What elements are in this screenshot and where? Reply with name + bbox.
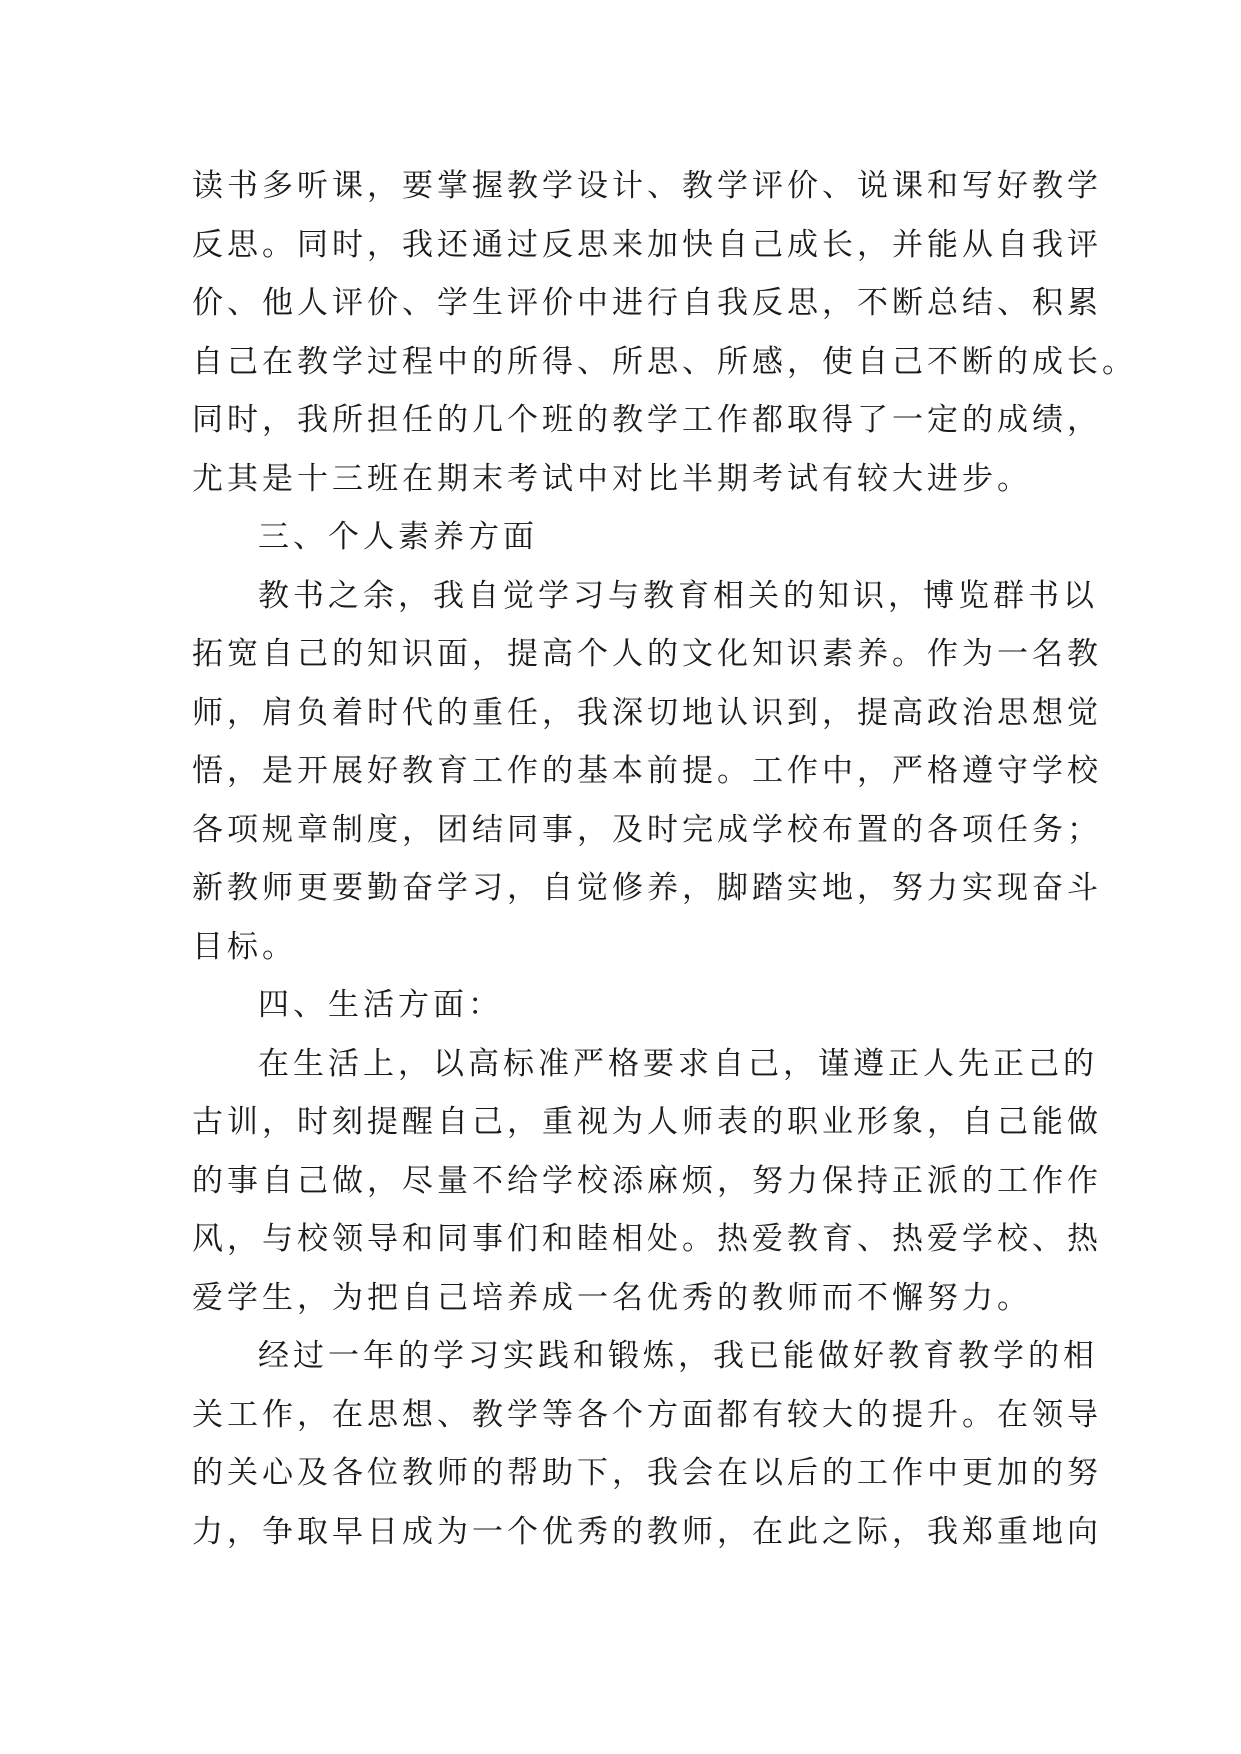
text-line: 目标。: [192, 928, 297, 965]
text-line: 价、他人评价、学生评价中进行自我反思，不断总结、积累: [192, 285, 1102, 321]
text-line: 三、个人素养方面: [258, 519, 538, 555]
text-line: 四、生活方面：: [258, 987, 503, 1023]
document-body: [192, 157, 1137, 1561]
text-line: 风，与校领导和同事们和睦相处。热爱教育、热爱学校、热: [192, 1221, 1102, 1257]
text-line: 经过一年的学习实践和锻炼，我已能做好教育教学的相: [258, 1338, 1098, 1374]
text-line: 教书之余，我自觉学习与教育相关的知识，博览群书以: [258, 577, 1098, 614]
text-line: 拓宽自己的知识面，提高个人的文化知识素养。作为一名教: [192, 636, 1102, 672]
text-line: 各项规章制度，团结同事，及时完成学校布置的各项任务；: [192, 811, 1102, 848]
text-line: 在生活上，以高标准严格要求自己，谨遵正人先正己的: [258, 1045, 1098, 1082]
text-line: 反思。同时，我还通过反思来加快自己成长，并能从自我评: [192, 226, 1102, 263]
text-line: 自己在教学过程中的所得、所思、所感，使自己不断的成长。: [192, 343, 1137, 380]
text-line: 读书多听课，要掌握教学设计、教学评价、说课和写好教学: [192, 168, 1102, 204]
text-line: 的事自己做，尽量不给学校添麻烦，努力保持正派的工作作: [192, 1162, 1102, 1199]
text-line: 师，肩负着时代的重任，我深切地认识到，提高政治思想觉: [192, 694, 1102, 731]
text-line: 同时，我所担任的几个班的教学工作都取得了一定的成绩，: [192, 402, 1102, 438]
text-line: 关工作，在思想、教学等各个方面都有较大的提升。在领导: [192, 1396, 1102, 1433]
text-line: 的关心及各位教师的帮助下，我会在以后的工作中更加的努: [192, 1455, 1102, 1491]
text-line: 悟，是开展好教育工作的基本前提。工作中，严格遵守学校: [192, 753, 1102, 789]
text-line: 尤其是十三班在期末考试中对比半期考试有较大进步。: [192, 460, 1032, 497]
text-line: 古训，时刻提醒自己，重视为人师表的职业形象，自己能做: [192, 1104, 1102, 1140]
text-line: 新教师更要勤奋学习，自觉修养，脚踏实地，努力实现奋斗: [192, 870, 1102, 906]
text-line: 爱学生，为把自己培养成一名优秀的教师而不懈努力。: [192, 1279, 1032, 1316]
text-line: 力，争取早日成为一个优秀的教师，在此之际，我郑重地向: [192, 1513, 1102, 1550]
